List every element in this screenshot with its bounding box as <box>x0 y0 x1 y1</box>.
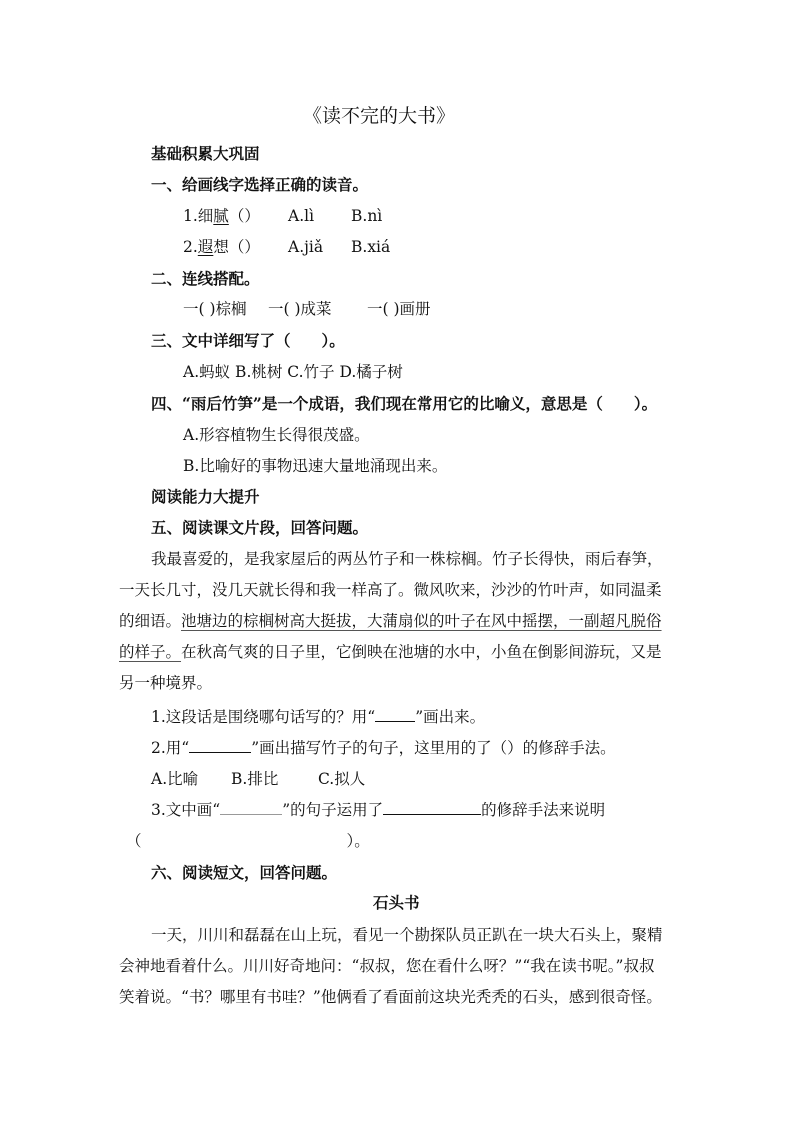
question-1-item-1: 1.细腻（） <box>183 207 260 225</box>
passage-line-2: 一天长几寸，没几天就长得和我一样高了。微风吹来，沙沙的竹叶声，如同温柔 <box>119 581 662 599</box>
answer-blank[interactable] <box>220 800 282 815</box>
sub-question-2-option-c: C.拟人 <box>318 770 366 788</box>
question-4-option-a: A.形容植物生长得很茂盛。 <box>183 426 370 444</box>
question-1-heading: 一、给画线字选择正确的读音。 <box>151 175 369 194</box>
story-line-3: 笑着说。“书？哪里有书哇？”他俩看了看面前这块光秃秃的石头，感到很奇怪。 <box>119 988 662 1006</box>
question-2-heading: 二、连线搭配。 <box>151 269 260 288</box>
question-1-item-1-option-a: A.lì <box>288 207 315 225</box>
question-2-option-1: 一( )棕榈 <box>183 300 247 318</box>
passage-line-3: 的细语。池塘边的棕榈树高大挺拔，大蒲扇似的叶子在风中摇摆，一副超凡脱俗 <box>119 612 662 630</box>
question-4-option-b: B.比喻好的事物迅速大量地涌现出来。 <box>183 457 448 475</box>
question-1-item-2-option-a: A.jiǎ <box>288 238 324 256</box>
question-1-item-2: 2.遐想（） <box>183 238 260 256</box>
passage-line-5: 另一种境界。 <box>119 674 213 692</box>
underlined-sentence-end: 的样子。 <box>119 643 182 661</box>
section-heading-basic: 基础积累大巩固 <box>151 144 260 163</box>
question-3-heading: 三、文中详细写了（ ）。 <box>151 331 345 350</box>
section-heading-reading: 阅读能力大提升 <box>151 487 260 506</box>
answer-blank[interactable] <box>189 738 251 753</box>
story-line-2: 会神地看着什么。川川好奇地问：“叔叔，您在看什么呀？”“我在读书呢。”叔叔 <box>119 957 655 975</box>
question-4-heading: 四、“雨后竹笋”是一个成语，我们现在常用它的比喻义，意思是（ ）。 <box>151 394 658 413</box>
question-3-options: A.蚂蚁 B.桃树 C.竹子 D.橘子树 <box>183 363 403 381</box>
page-title: 《读不完的大书》 <box>303 105 456 127</box>
sub-question-2-option-a: A.比喻 <box>151 770 199 788</box>
story-line-1: 一天，川川和磊磊在山上玩，看见一个勘探队员正趴在一块大石头上，聚精 <box>151 926 663 944</box>
sub-question-2: 2.用“ ”画出描写竹子的句子，这里用的了（）的修辞手法。 <box>151 739 616 757</box>
question-6-heading: 六、阅读短文，回答问题。 <box>151 863 338 882</box>
passage-line-4: 的样子。在秋高气爽的日子里，它倒映在池塘的水中，小鱼在倒影间游玩，又是 <box>119 643 662 661</box>
story-title: 石头书 <box>373 893 420 912</box>
sub-question-3: 3.文中画“ ”的句子运用了 的修辞手法来说明 <box>151 801 606 819</box>
question-5-heading: 五、阅读课文片段，回答问题。 <box>151 518 369 537</box>
answer-blank[interactable] <box>375 707 415 722</box>
sub-question-2-option-b: B.排比 <box>231 770 279 788</box>
underlined-sentence: 池塘边的棕榈树高大挺拔，大蒲扇似的叶子在风中摇摆，一副超凡脱俗 <box>181 612 662 630</box>
answer-blank[interactable] <box>383 800 481 815</box>
question-2-option-3: 一( )画册 <box>367 300 431 318</box>
question-1-item-1-option-b: B.nì <box>351 207 383 225</box>
passage-line-1: 我最喜爱的，是我家屋后的两丛竹子和一株棕榈。竹子长得快，雨后春笋， <box>151 550 663 568</box>
sub-question-1: 1.这段话是围绕哪句话写的？用“ ”画出来。 <box>151 708 486 726</box>
question-1-item-2-option-b: B.xiá <box>351 238 391 256</box>
sub-question-3-line-2: （ ）。 <box>126 832 370 850</box>
question-2-option-2: 一( )成菜 <box>268 300 332 318</box>
